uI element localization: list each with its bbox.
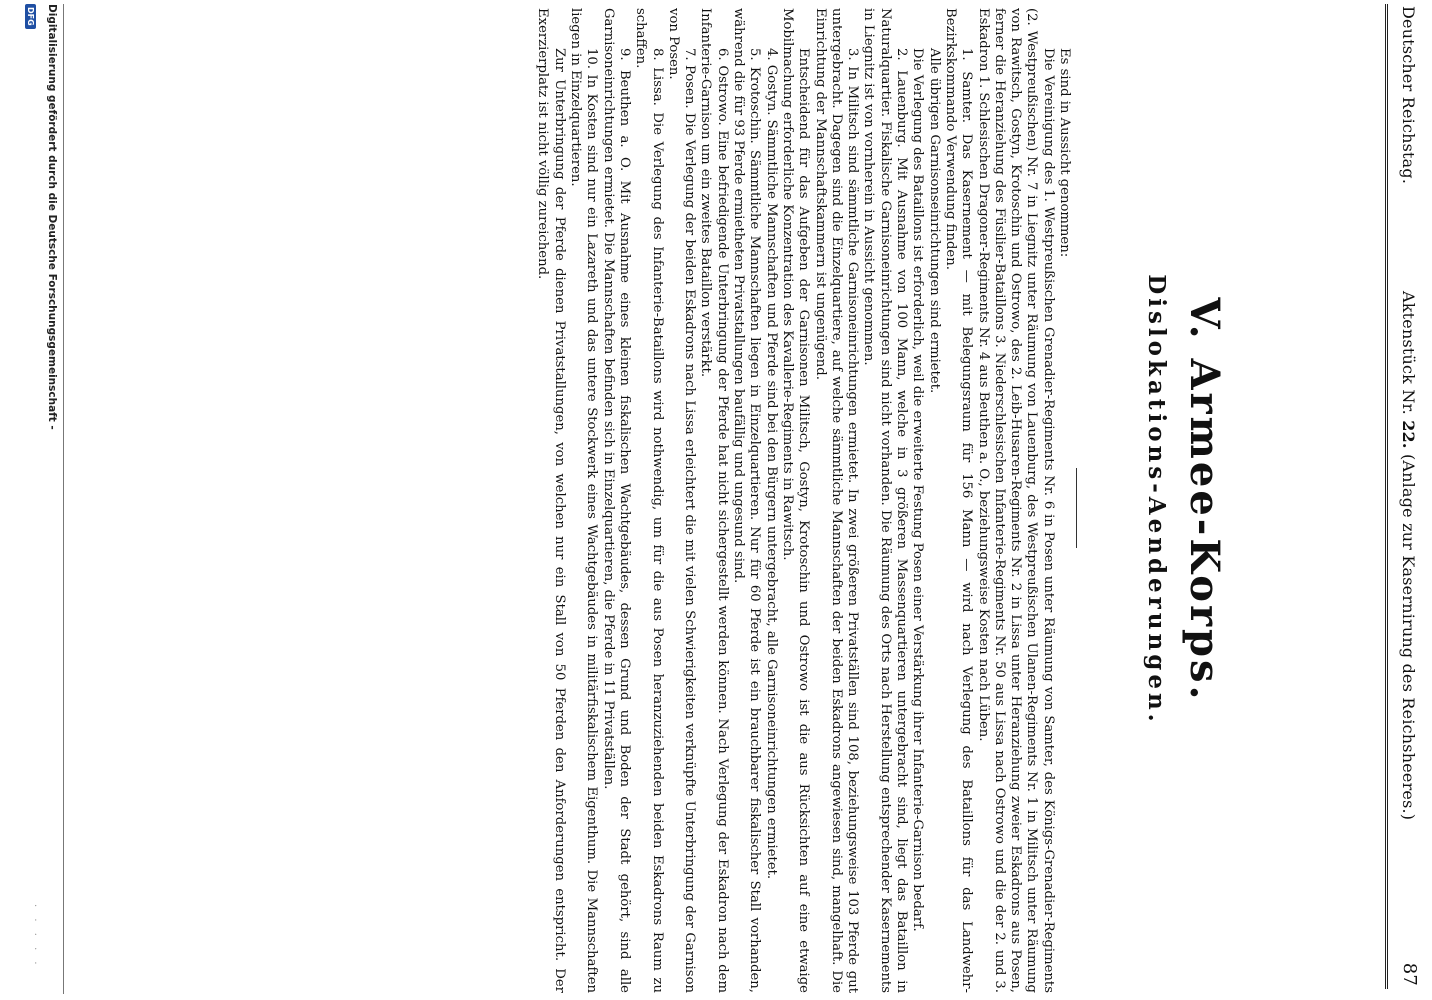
document-body bbox=[534, 8, 1072, 993]
body-paragraph: 7. Posen. Die Verlegung der beiden Eskadrons nach Lissa erleichtert die mit vielen Schwierigkeiten verknüpfte Unterbringung der Garnison von Posen. bbox=[665, 8, 698, 993]
page-header bbox=[1390, 6, 1426, 986]
section-title: V. Armee-Korps. bbox=[1181, 297, 1228, 703]
body-paragraph: Entscheidend für das Aufgeben der Garnisonen Militsch, Gostyn, Krotoschin und Ostrowo ist die aus Rücksichten auf eine etwaige Mobilmachung erforderliche Konzentration des Kavallerie-Regiments in Rawitsch. bbox=[779, 8, 812, 993]
body-paragraph: 9. Beuthen a. O. Mit Ausnahme eines kleinen fiskalischen Wachtgebäudes, dessen Grund und Boden der Stadt gehört, sind alle Garnisoneinrichtungen ermietet. Die Mannschaften befinden sich in Einzelquartieren, die Pferde in 11 Privatställen. bbox=[600, 8, 632, 993]
body-paragraph: Zur Unterbringung der Pferde dienen Privatstallungen, von welchen nur ein Stall von 50 Pferden den Anforderungen entspricht. Der Exerzierplatz ist nicht völlig zureichend. bbox=[535, 8, 567, 993]
header-doc-prefix: Aktenstück Nr. bbox=[1399, 291, 1418, 415]
header-rule bbox=[1385, 4, 1388, 989]
body-paragraph: Die Verlegung des Bataillons ist erforderlich, weil die erweiterte Festung Posen einer Verstärkung ihrer Infanterie-Garnison bedarf. bbox=[910, 48, 926, 932]
title-divider bbox=[1076, 468, 1077, 548]
body-paragraph: 3. In Militsch sind sämmtliche Garnisoneinrichtungen ermietet. In zwei größeren Privatställen sind 108, beziehungsweise 103 Pferde gut untergebracht. Dagegen sind die Einzelquartiere, auf welche sämmtliche Mannschaften der beiden Eskadrons angewiesen sind, mangelhaft. Die Einrichtung der Mannschaftskammern ist ungenügend. bbox=[812, 8, 861, 993]
page-number: 87 bbox=[1399, 962, 1420, 986]
body-paragraph: Die Vereinigung des 1. Westpreußischen Grenadier-Regiments Nr. 6 in Posen unter Räumung von Samter, des Königs-Grenadier-Regiments (2. Westpreußischen) Nr. 7 in Liegnitz unter Räumung von Lauenburg, des Westpreußischen Ulanen-Regiments Nr. 1 in Militsch unter Räumung von Rawitsch, Gostyn, Krotoschin und Ostrowo, des 2. Leib-Husaren-Regiments Nr. 2 in Lissa unter Heranziehung zweier Eskadrons aus Posen, ferner die Heranziehung des Füsilier-Bataillons 3. Niederschlesischen Infanterie-Regiments Nr. 50 aus Lissa nach Ostrowo und die der 2. und 3. Eskadron 1. Schlesischen Dragoner-Regiments Nr. 4 aus Beuthen a. O., beziehungsweise Kosten nach Lüben. bbox=[975, 8, 1056, 993]
section-subtitle: Dislokations-Aenderungen. bbox=[1143, 274, 1170, 726]
body-paragraph: 6. Ostrowo. Eine befriedigende Unterbringung der Pferde hat nicht sichergestellt werden können. Nach Verlegung der Eskadron nach dem Infanterie-Garnison um ein zweites Bataillon verstärkt. bbox=[698, 8, 730, 993]
body-intro: Es sind in Aussicht genommen: bbox=[1057, 48, 1072, 258]
header-document-ref bbox=[1399, 291, 1418, 820]
scan-dots: · · · · · bbox=[29, 904, 40, 969]
header-publication: Deutscher Reichstag. bbox=[1399, 6, 1418, 185]
body-paragraph: 10. In Kosten sind nur ein Lazareth und das untere Stockwerk eines Wachtgebäudes in militärfiskalischem Eigenthum. Die Mannschaften liegen in Einzelquartieren. bbox=[568, 8, 600, 993]
body-paragraph: 8. Lissa. Die Verlegung des Infanterie-Bataillons wird nothwendig, um für die aus Posen heranzuziehenden beiden Eskadrons Raum zu schaffen. bbox=[633, 8, 665, 993]
digitization-footer bbox=[24, 4, 64, 994]
header-doc-number: 22. bbox=[1399, 420, 1418, 449]
dfg-logo-icon: DFG bbox=[25, 4, 36, 29]
body-paragraph: Alle übrigen Garnisonseinrichtungen sind ermietet. bbox=[926, 48, 942, 394]
body-paragraph: 2. Lauenburg. Mit Ausnahme von 100 Mann, welche in 3 größeren Massenquartieren untergebracht sind, liegt das Bataillon in Naturalquartier. Fiskalische Garnisoneinrichtungen sind nicht vorhanden. Die Räumung des Orts nach Herstellung entsprechender Kasernements in Liegnitz ist von vornherein in Aussicht genommen. bbox=[861, 8, 910, 993]
header-doc-suffix: (Anlage zur Kasernirung des Reichsheeres.) bbox=[1399, 453, 1418, 821]
footer-rule bbox=[63, 4, 64, 994]
body-paragraph: 4. Gostyn. Sämmtliche Mannschaften und Pferde sind bei den Bürgern untergebracht, alle Garnisoneinrichtungen ermietet. bbox=[763, 48, 779, 880]
funding-note: Digitalisierung gefördert durch die Deutsche Forschungsgemeinschaft - bbox=[46, 4, 58, 430]
body-paragraph: 5. Krotoschin. Sämmtliche Mannschaften liegen in Einzelquartieren. Nur für 60 Pferde ist ein brauchbarer fiskalischer Stall vorhanden, während die für 93 Pferde ermietheten Privatstallungen baufällig und ungesund sind. bbox=[731, 8, 763, 993]
body-paragraph: 1. Samter. Das Kasernement — mit Belegungsraum für 156 Mann — wird nach Verlegung des Bataillons für das Landwehr-Bezirkskommando Verwendung finden. bbox=[942, 8, 975, 993]
